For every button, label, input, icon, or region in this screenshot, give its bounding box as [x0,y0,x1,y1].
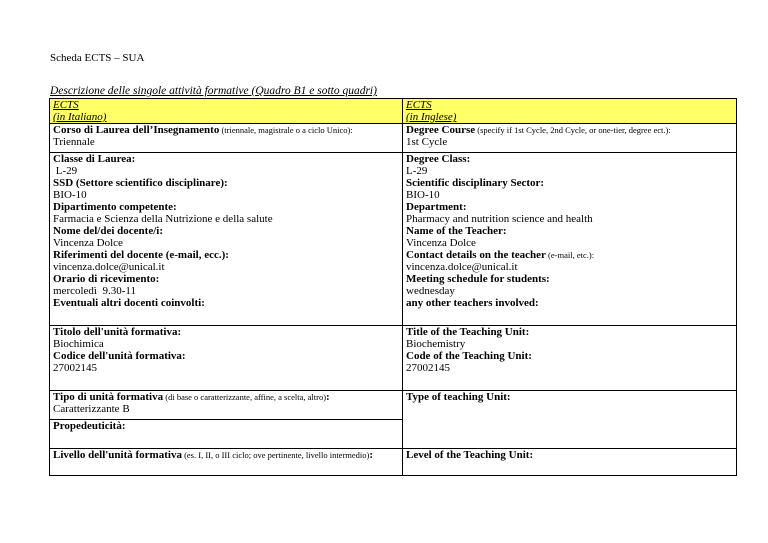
type-note-it: (di base o caratterizzante, affine, a scelta, altro) [163,392,327,402]
header-cell-italian [50,99,403,124]
header-lang-it: (in Italiano) [53,111,107,123]
class-value-it: L-29 [53,165,78,177]
level-label-en: Level of the Teaching Unit: [406,449,534,461]
contact-label-it: Riferimenti del docente (e-mail, ecc.): [53,249,229,261]
unit-cell-en [403,326,737,391]
ssd-label-it: SSD (Settore scientifico disciplinare): [53,177,228,189]
course-label-en: Degree Course [406,124,476,136]
info-cell-it [50,153,403,326]
unit-row [50,326,737,391]
type-value-it: Caratterizzante B [53,403,130,415]
level-cell-en [403,449,737,476]
header-row [50,99,737,124]
class-label-it: Classe di Laurea: [53,153,136,165]
course-row [50,124,737,153]
level-colon-it: : [369,449,374,461]
teacher-value-en: Vincenza Dolce [406,237,476,249]
level-label-it: Livello dell'unità formativa [53,449,182,461]
type-label-en: Type of teaching Unit: [406,391,511,403]
course-cell-en [403,124,737,153]
ssd-value-it: BIO-10 [53,189,87,201]
type-colon-it: : [326,391,330,403]
contact-value-en: vincenza.dolce@unical.it [406,261,518,273]
unit-code-value-it: 27002145 [53,362,97,374]
info-row [50,153,737,326]
dept-label-en: Department: [406,201,467,213]
contact-value-it: vincenza.dolce@unical.it [53,261,165,273]
dept-label-it: Dipartimento competente: [53,201,177,213]
info-cell-en [403,153,737,326]
unit-cell-it [50,326,403,391]
unit-code-label-en: Code of the Teaching Unit: [406,350,532,362]
dept-value-en: Pharmacy and nutrition science and health [406,213,593,225]
hours-label-en: Meeting schedule for students: [406,273,550,285]
prereq-cell-it [50,420,403,449]
unit-code-label-it: Codice dell'unità formativa: [53,350,186,362]
course-value-en: 1st Cycle [406,136,448,148]
unit-title-value-it: Biochimica [53,338,104,350]
contact-label-en: Contact details on the teacher [406,249,546,261]
header-ects-en: ECTS [406,99,432,111]
type-cell-en [403,391,737,449]
level-note-it: (es. I, II, o III ciclo; ove pertinente, livello intermedio) [181,450,370,460]
unit-title-label-it: Titolo dell'unità formativa: [53,326,182,338]
hours-value-it: mercoledì 9.30-11 [53,285,136,297]
teacher-label-en: Name of the Teacher: [406,225,507,237]
level-row [50,449,737,476]
others-label-en: any other teachers involved: [406,297,539,309]
unit-title-value-en: Biochemistry [406,338,466,350]
course-note-en: (specify if 1st Cycle, 2nd Cycle, or one-tier, degree ect.): [475,125,671,135]
class-value-en: L-29 [406,165,428,177]
class-label-en: Degree Class: [406,153,471,165]
unit-title-label-en: Title of the Teaching Unit: [406,326,530,338]
header-ects-it: ECTS [53,99,79,111]
teacher-value-it: Vincenza Dolce [53,237,123,249]
course-value-it: Triennale [53,136,95,148]
teacher-label-it: Nome del/dei docente/i: [53,225,163,237]
header-cell-english [403,99,737,124]
hours-value-en: wednesday [406,285,455,297]
header-lang-en: (in Inglese) [406,111,457,123]
type-label-it: Tipo di unità formativa [53,391,164,403]
unit-code-value-en: 27002145 [406,362,450,374]
dept-value-it: Farmacia e Scienza della Nutrizione e della salute [53,213,273,225]
section-caption: Descrizione delle singole attività formative (Quadro B1 e sotto quadri) [50,85,377,97]
ects-form-table [49,98,737,476]
course-label-it: Corso di Laurea dell’Insegnamento [53,124,220,136]
prereq-label-it: Propedeuticità: [53,420,126,432]
ssd-value-en: BIO-10 [406,189,440,201]
document-header: Scheda ECTS – SUA [50,52,145,64]
contact-note-en: (e-mail, etc.): [545,250,595,260]
hours-label-it: Orario di ricevimento: [53,273,160,285]
course-note-it: (triennale, magistrale o a ciclo Unico): [219,125,353,135]
level-cell-it [50,449,403,476]
type-row [50,391,737,420]
ssd-label-en: Scientific disciplinary Sector: [406,177,545,189]
type-cell-it [50,391,403,420]
course-cell-it [50,124,403,153]
others-label-it: Eventuali altri docenti coinvolti: [53,297,205,309]
